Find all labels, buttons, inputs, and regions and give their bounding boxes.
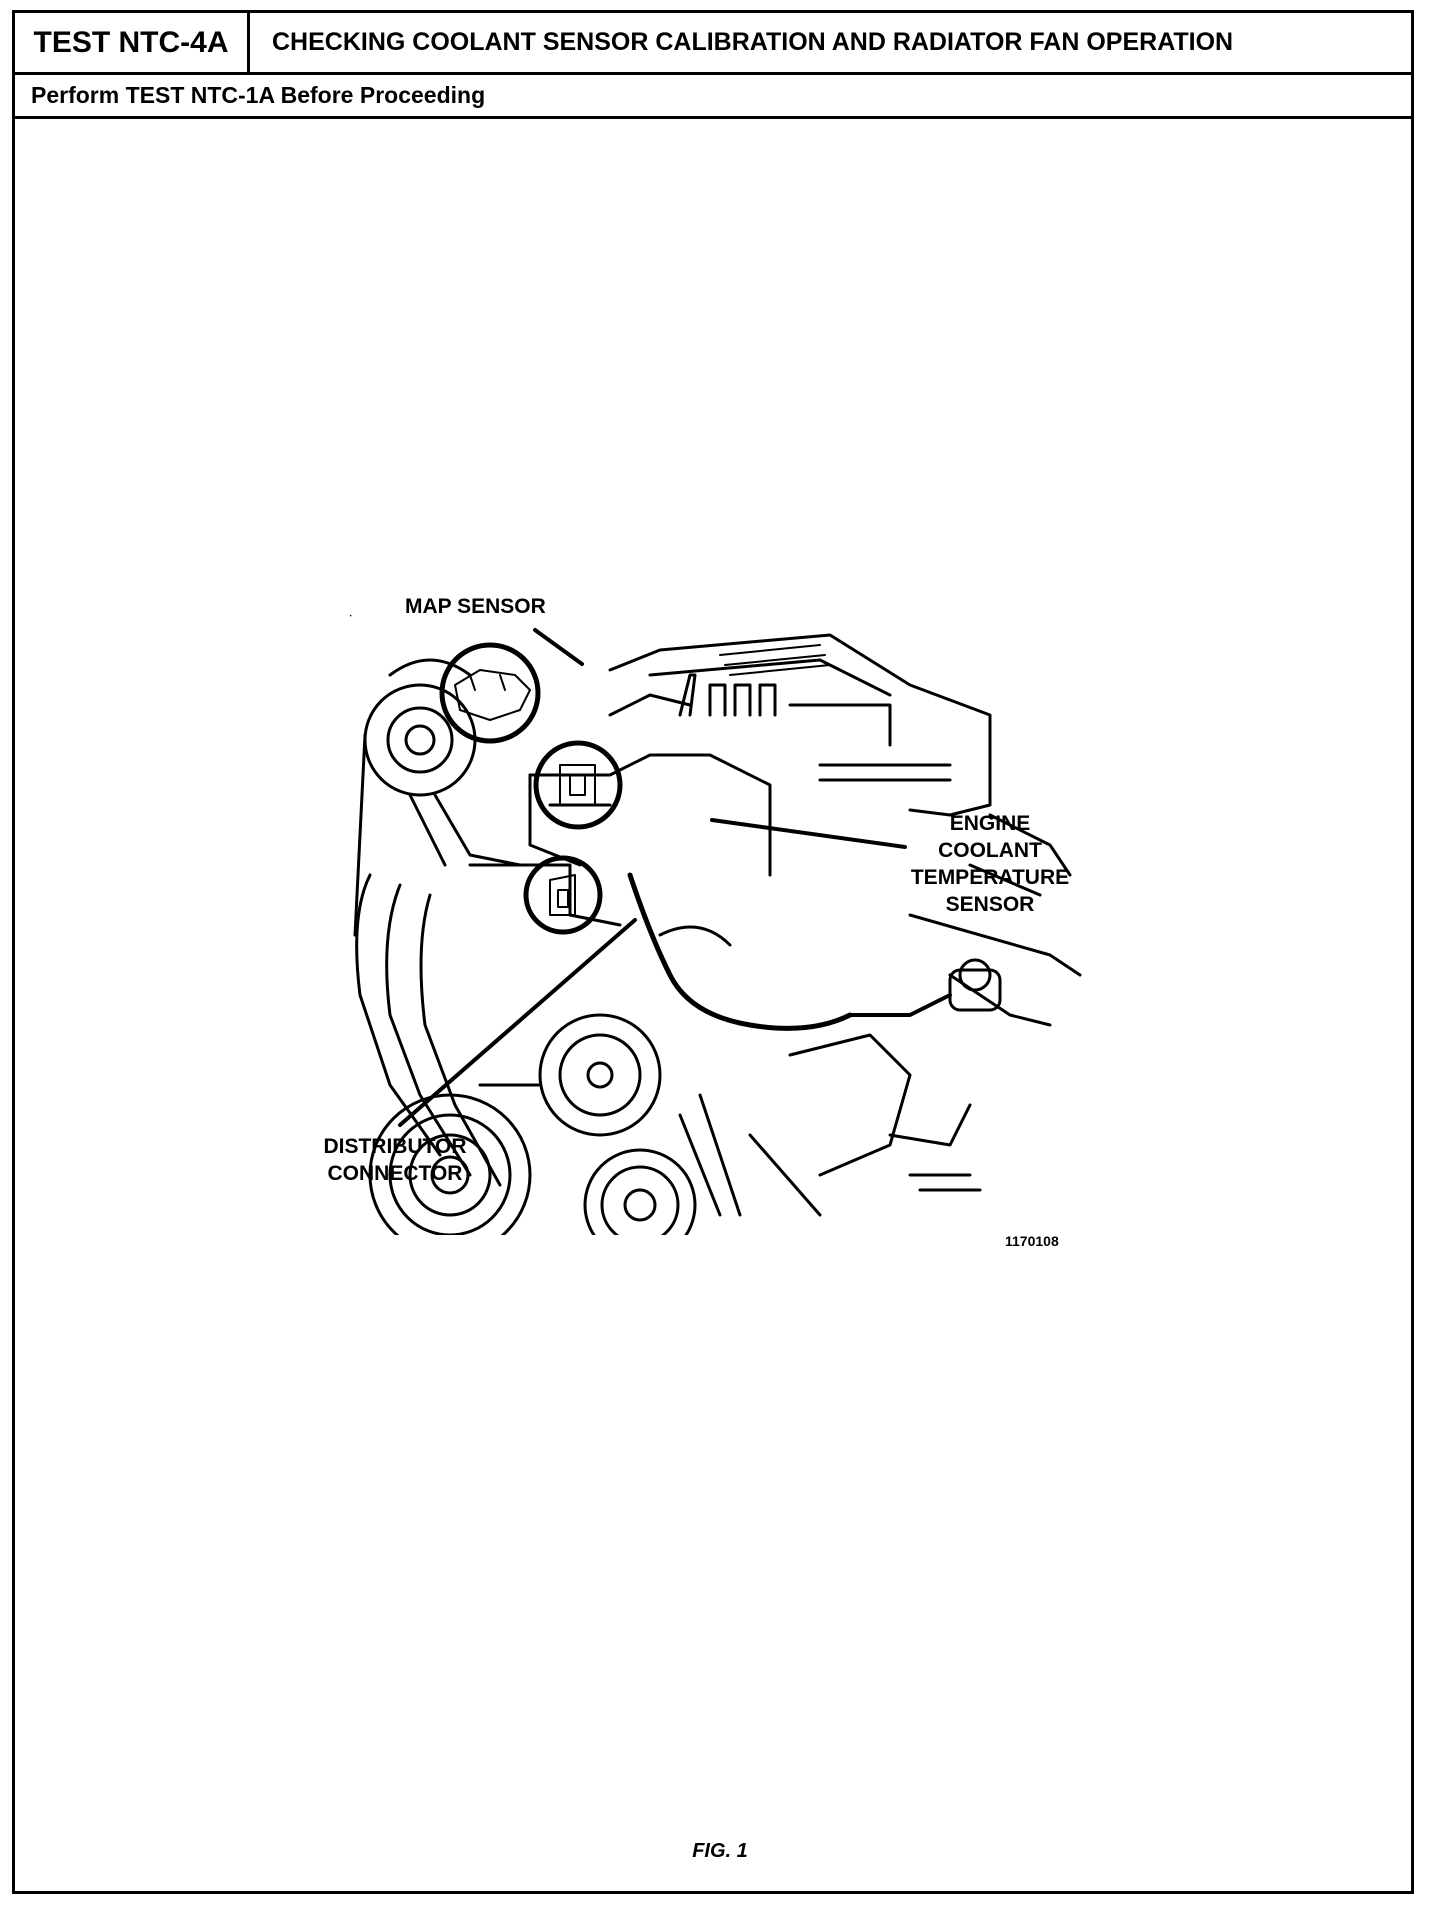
coolant-sensor-label-line1: ENGINE [949,812,1031,835]
figure-caption: FIG. 1 [692,1840,748,1862]
test-id: TEST NTC-4A [33,25,229,59]
coolant-sensor-callout [890,810,1090,918]
distributor-label-line1: DISTRIBUTOR [323,1135,467,1158]
coolant-sensor-label-line4: SENSOR [945,893,1035,916]
page-title: CHECKING COOLANT SENSOR CALIBRATION AND RADIATOR FAN OPERATION [272,28,1234,56]
prerequisite-text: Perform TEST NTC-1A Before Proceeding [31,82,486,108]
distributor-connector-callout [305,1133,485,1187]
test-id-cell [15,13,250,72]
map-sensor-callout [405,593,546,620]
coolant-sensor-label-line2: COOLANT [938,839,1042,862]
distributor-label-line2: CONNECTOR [327,1162,463,1185]
prerequisite-row [15,75,1411,119]
map-sensor-label: MAP SENSOR [405,595,546,618]
coolant-sensor-label-line3: TEMPERATURE [910,866,1070,889]
header-row [15,13,1411,75]
figure-id: 1170108 [1005,1233,1059,1249]
title-cell [250,13,1411,72]
